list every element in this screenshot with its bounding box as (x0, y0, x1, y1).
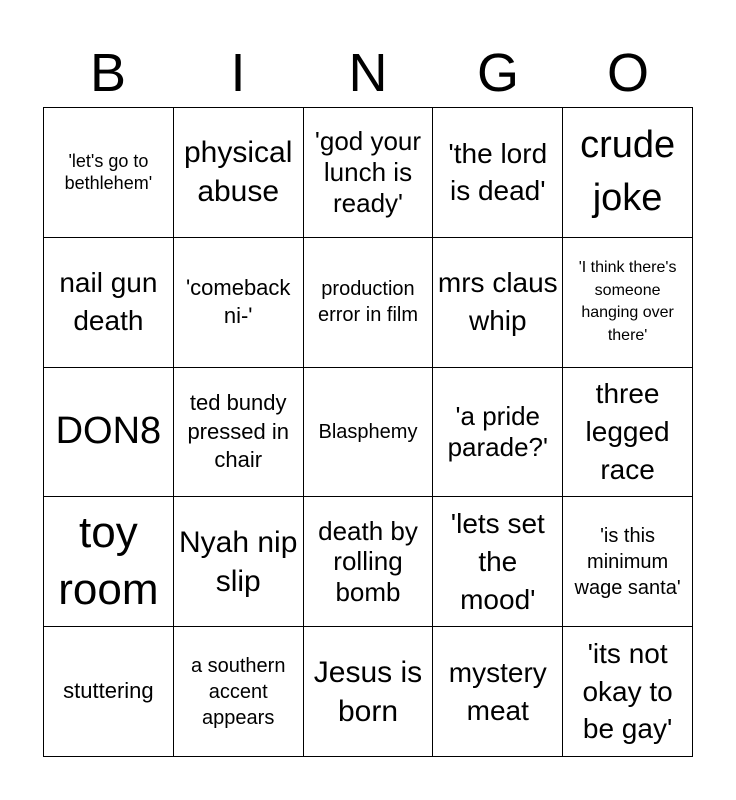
bingo-cell[interactable] (44, 368, 174, 498)
bingo-cell[interactable] (44, 627, 174, 757)
bingo-cell[interactable] (44, 497, 174, 627)
cell-text: crude joke (580, 124, 676, 220)
bingo-cell[interactable] (174, 108, 304, 238)
cell-text: DON8 (55, 410, 162, 453)
bingo-cell[interactable] (563, 108, 693, 238)
header-letter-i: I (230, 43, 246, 103)
cell-text: Jesus is born (313, 655, 423, 728)
cell-text: 'comeback ni-' (185, 274, 291, 329)
cell-text: 'is this minimum wage santa' (574, 524, 681, 599)
bingo-cell[interactable] (563, 238, 693, 368)
header-letter-o: O (606, 43, 649, 103)
cell-text: 'lets set the mood' (450, 508, 545, 615)
cell-text: 'a pride parade?' (447, 401, 548, 462)
cell-text: 'god your lunch is ready' (314, 126, 422, 218)
header-letter-b: B (89, 43, 127, 103)
bingo-cell[interactable] (44, 238, 174, 368)
cell-text: mystery meat (448, 656, 547, 726)
bingo-cell[interactable] (563, 627, 693, 757)
cell-text: stuttering (63, 678, 154, 704)
bingo-cell[interactable] (433, 108, 563, 238)
bingo-cell[interactable] (304, 497, 434, 627)
cell-text: death by rolling bomb (318, 515, 418, 608)
cell-text: Blasphemy (318, 420, 418, 443)
bingo-cell[interactable] (174, 238, 304, 368)
bingo-cell[interactable] (433, 627, 563, 757)
cell-text: production error in film (317, 278, 418, 327)
cell-text: three legged race (585, 378, 670, 485)
bingo-cell[interactable] (304, 368, 434, 498)
cell-text: 'the lord is dead' (448, 137, 548, 207)
cell-text: nail gun death (59, 267, 158, 337)
bingo-cell[interactable] (563, 497, 693, 627)
cell-text: ted bundy pressed in chair (187, 390, 289, 473)
cell-text: Nyah nip slip (178, 525, 298, 598)
bingo-cell[interactable] (304, 238, 434, 368)
bingo-cell[interactable] (433, 238, 563, 368)
bingo-board (43, 107, 693, 757)
cell-text: 'let's go to bethlehem' (64, 150, 153, 194)
cell-text: a southern accent appears (190, 654, 286, 729)
bingo-cell[interactable] (174, 497, 304, 627)
cell-text: 'its not okay to be gay' (582, 637, 673, 745)
header-letter-n: N (348, 43, 388, 103)
bingo-cell[interactable] (433, 497, 563, 627)
bingo-cell[interactable] (174, 627, 304, 757)
bingo-cell[interactable] (44, 108, 174, 238)
cell-text: 'I think there's someone hanging over there' (578, 259, 677, 344)
bingo-header (43, 40, 693, 106)
cell-text: toy room (58, 508, 159, 614)
bingo-cell[interactable] (304, 627, 434, 757)
bingo-cell[interactable] (433, 368, 563, 498)
bingo-cell[interactable] (563, 368, 693, 498)
bingo-cell[interactable] (304, 108, 434, 238)
header-letter-g: G (476, 43, 519, 103)
cell-text: physical abuse (184, 136, 293, 209)
bingo-cell[interactable] (174, 368, 304, 498)
cell-text: mrs claus whip (437, 267, 558, 337)
